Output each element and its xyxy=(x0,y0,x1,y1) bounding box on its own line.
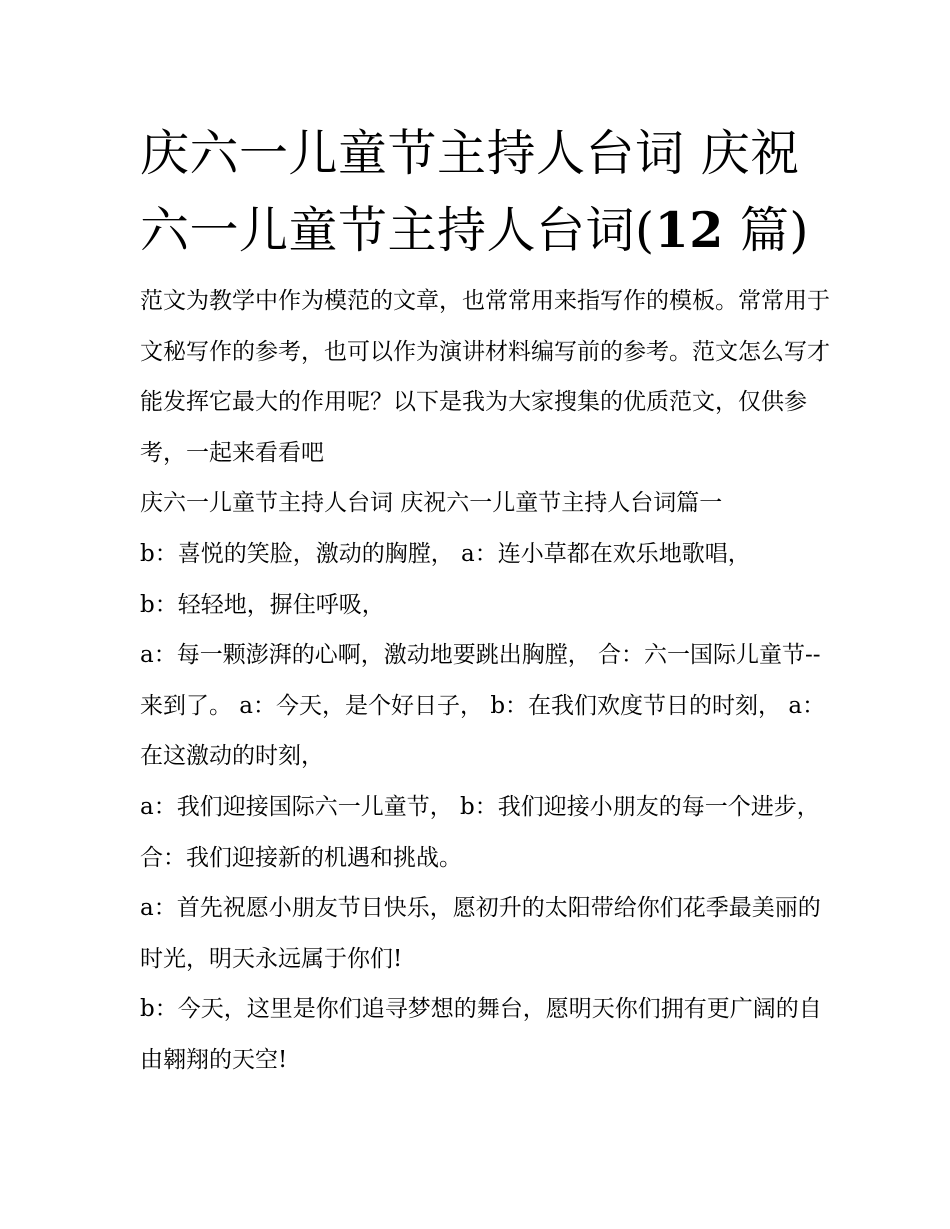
document-body xyxy=(140,276,830,1086)
title-count: 12 xyxy=(654,201,724,259)
title-text: 庆六一儿童节主持人台词 庆祝六一儿童节主持人台词( xyxy=(140,125,800,259)
script-line: a：每一颗澎湃的心啊，激动地要跳出胸膛， 合：六一国际儿童节--来到了。 a：今天，是个好日子， b：在我们欢度节日的时刻， a：在这激动的时刻， xyxy=(140,642,826,770)
document-title xyxy=(140,116,820,269)
title-suffix: 篇) xyxy=(723,202,810,259)
script-line: b：今天，这里是你们追寻梦想的舞台，愿明天你们拥有更广阔的自由翱翔的天空! xyxy=(140,996,822,1073)
script-line: b：喜悦的笑脸，激动的胸膛， a：连小草都在欢乐地歌唱， xyxy=(140,540,751,567)
script-line: a：首先祝愿小朋友节日快乐，愿初升的太阳带给你们花季最美丽的时光，明天永远属于你们! xyxy=(140,895,821,972)
script-line: b：轻轻地，摒住呼吸， xyxy=(140,591,385,618)
intro-paragraph: 范文为教学中作为模范的文章，也常常用来指写作的模板。常常用于文秘写作的参考，也可以作为演讲材料编写前的参考。范文怎么写才能发挥它最大的作用呢？以下是我为大家搜集的优质范文，仅供参考，一起来看看吧 xyxy=(140,288,830,466)
script-line: a：我们迎接国际六一儿童节， b：我们迎接小朋友的每一个进步， 合：我们迎接新的机遇和挑战。 xyxy=(140,793,820,871)
section-heading: 庆六一儿童节主持人台词 庆祝六一儿童节主持人台词篇一 xyxy=(140,490,723,517)
